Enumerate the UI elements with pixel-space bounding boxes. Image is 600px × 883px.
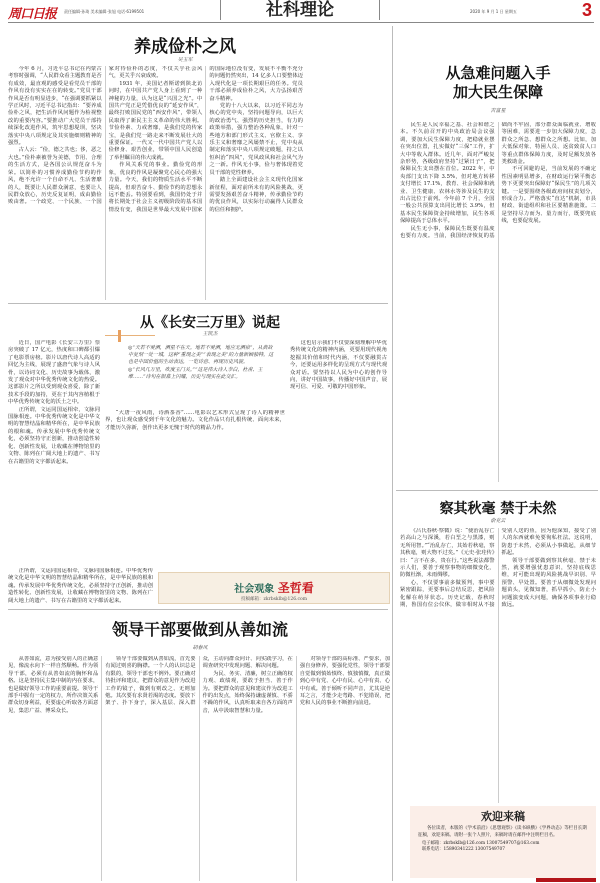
paragraph: 心，不仅要事前多做预判，事中要紧密跟踪，更要事后总结反思，把风险化解在萌芽状态。历史记载，春秋时期，鲁国有位公仪休，做宰相时从不接受别人送的鱼，因为他深知，接受了别人的东西就难免要徇私枉法。这说明，防患于未然，必须从小事做起，从细节抓起。 (400, 528, 596, 609)
section-divider (396, 490, 598, 491)
paragraph: 今年 6 月，习近平总书记在内蒙古考察时强调，“人民群众看主题教育是否有成效，最直观的感受是看党员干部的作风有没有实实在在的转变。”党员干部作风是否有明显进步，“在强调要抓紧以学正风时，习近平总书记指出：“要养成俭朴之风，把生活作风问题作为检视整改的重要内容。”要推动广大党员干部持续深化改进作风，筑牢思想堤坝，坚决落实中央八项规定及其实施细则精神的强烈。 (8, 66, 102, 147)
welcome-text: 各位读者，本版的《学术前沿》《思想观察》《读书纵横》《学界动态》等栏目长期征稿，欢迎来稿。请附一张个人照片，来稿时请在邮件中注明栏目名。 (418, 826, 587, 838)
article2-body-left (8, 340, 100, 565)
banner-email: 投稿邮箱：zkrbsklb@126.com (240, 597, 307, 602)
paragraph: 对领导干部的高标准、严要求，加强自身修养，要强化党性，领导干部要自觉做到慎始慎终、慎独慎微，真正做到心中有党、心中有民、心中有责、心中有戒。善于倾听不同声音，尤其是逆耳之言，才能少走弯路、不犯错误，把党和人民的事业不断推向前进。 (299, 656, 390, 707)
article3-author: 胡春风 (192, 645, 208, 651)
article2-body-middle (105, 410, 285, 565)
section-divider (8, 303, 388, 304)
issue-date: 2020 年 9 月 1 日 星期五 (470, 9, 517, 14)
paragraph: 作风关系党的事业。勤俭党的形象，优良的作风是凝聚党心民心的强大力量。今天，我们的物质生活水平不断提高，但艰苦奋斗、勤俭节约的思想永远不能丢。特别要看到，我国仍处于并将长期处于社会主义初级阶段的基本国情没有变，我国是世界最大发展中国家的国际地位没有变，发展不平衡不充分的问题仍然突出，14 亿多人口要整体迈入现代化是一项长期艰巨的任务。党员干部必须养成俭朴之风，大力弘扬艰苦奋斗精神。 (108, 66, 303, 213)
welcome-email[interactable]: 电子邮箱：zkrbsklb@126.com 13007549707@163.com (422, 841, 540, 846)
page-number: 3 (581, 0, 592, 20)
quote-rule (105, 335, 155, 336)
paragraph: 这也启示我们不仅要深刻理解中华优秀传统文化的精神内涵，更要用现代视角挖掘其价值和时代内涵，不仅要融贯古今，还要运用多样化的呈现方式与现代观众对话。要坚持以人民为中心的创作导向，讲好中国故事，传播好中国声音，展现可信、可爱、可敬的中国形象。 (290, 340, 387, 391)
editor-info: 责任编辑·孙琦 美术编辑·张旭 电话·6199501 (64, 9, 145, 14)
paragraph: 民生是人民幸福之基、社会和谐之本。不久前召开的中央政治局会议强调，要加大民生保障力度，把稳就业摆在突出位置，扎实做好“三保”工作，扩大中等收入群体。近几年，面对严峻复杂形势，各级政府坚持“过紧日子”，把保障民生支出摆在首位。2022 年，中央部门支出下降 3.5%，但对地方转移支付增长 17.1%，教育、社会保障和就业、卫生健康、农林水等涉及民生的支出占比位于前列。今年前 7 个月，全国一般公共预算支出同比增长 3.9%，但基本民生保障资金持续增加，民生各项保障提高于总体水平。 (400, 122, 495, 225)
article3-title: 领导干部要做到从善如流 (111, 620, 288, 639)
article2-author: 王凯杰 (202, 331, 218, 337)
article4-body (400, 122, 596, 482)
article5-title: 察其秋毫 禁于未然 (439, 501, 557, 517)
welcome-phone: 联系电话：15890341222 13007549707 (422, 847, 505, 852)
paragraph: 从善如流，意为接受别人的正确意见，像流水向下一样自然顺畅。作为领导干部，必须有从善如流的胸怀和品格。这是坚持民主集中制的内在要求，也是做好领导工作的重要前提。领导干部手中握有一定的权力，所作决策关系群众切身利益，更要虚心听取各方面意见，集思广益、博采众长。 (8, 656, 99, 714)
paragraph: “大唐一夜风雨，诗酒茶香”……电影以艺术形式呈现了诗人的精神世界，也让观众感受到千年文化的魅力。文化作品只有扎根传统、面向未来，才能历久弥新，创作出更多无愧于时代的精品力作。 (105, 410, 285, 431)
paragraph: 不可回避的是，当前发展的不确定性因素明显增多，在财政运行紧平衡态势下更要突出保障好“保民生”的几项关键。一是要围绕各级政府间权责划分，形成合力。严格落实“直达”机制，市县财政、街道组织和社区要精准施策。二是坚持尽力而为、量力而行，既要兜底线，也要促发展。 (501, 166, 596, 225)
article2-body-right (290, 340, 387, 565)
title-line: 加大民生保障 (452, 83, 543, 101)
article5-body (400, 528, 596, 803)
paragraph: 踏上全面建设社会主义现代化国家新征程，面对前所未有的风险挑战，更需要发扬艰苦奋斗精神，传承勤俭节约的优良作风，以实际行动赢得人民群众的信任和拥护。 (209, 177, 303, 213)
column-banner (158, 572, 390, 604)
article4-author: 吉富星 (490, 108, 506, 114)
quote-marker (118, 330, 121, 342)
paragraph: 1931 年，美国记者斯诺到陕北访问时，在中国共产党人身上看到了一种神秘的力量，认为这是“兴国之光”。中国共产党正是凭借优良的“延安作风”，最终打败国民党的“西安作风”，带领人民取得了新民主主义革命的伟大胜利。节俭朴素、力戒奢靡，是我们党的传家宝，是我们党一路走来不断发展壮大的重要保证。一代又一代中国共产党人以俭修身、艰苦创业，带领中国人民创造了举世瞩目的伟大成就。 (108, 80, 203, 161)
paragraph: 领导干部要做到从善如流，首先要有闻过则喜的胸襟。一个人的认识总是有限的，领导干部也不例外。要正确对待批评和建议，把群众的意见作为改进工作的镜子，做到有则改之、无则加勉。其次要有求贤若渴的态度。要放下架子、扑下身子，深入基层、深入群众，主动向群众问计、向实践学习，在调查研究中发现问题、解决问题。 (105, 656, 293, 707)
paragraph: 《吕氏春秋·察微》说：“使治乱存亡若高山之与深溪，若白垩之与黑漆，则无所用智。”“治乱存亡，其始若秋毫，察其秋毫，则大物不过矣。”《元史·张珪传》曰：“言不在多，贵在行。”这些说法都警示人们，要善于观察事物的细微变化，防微杜渐，未雨绸缪。 (400, 528, 495, 579)
banner-title-b: 圣哲看 (277, 581, 314, 595)
newspaper-logo: 周口日报 (8, 7, 57, 22)
article5-author: 俞克云 (490, 518, 506, 524)
paragraph: 近日，国产电影《长安三万里》票房突破了 17 亿元，热度和口碑都引爆了电影票房榜。影片以唐代诗人高适的回忆为主线，展现了盛唐气象与诗人风骨，以诗词文化、历史故事为载体，激发了观众对中华优秀传统文化的热爱。这部影片之所以受到观众喜爱，除了新技术手段的加持，更在于其内容植根于中华优秀传统文化的沃土之中。 (8, 340, 100, 406)
title-line: 从急难问题入手 (445, 64, 551, 82)
article1-body (8, 66, 303, 300)
paragraph: 民生无小事，保障民生既要有温度也要有力度。当前，我国经济恢复的基础尚不牢固，部分群众面临就业、增收等困难，需要进一步加大保障力度，急群众之所急、想群众之所想。比如，加大低保对象、特困人员、返贫致贫人口等重点群体保障力度，及时足额发放各类救助金。 (400, 122, 596, 240)
article3-body (8, 656, 390, 881)
article1-title: 养成俭朴之风 (134, 37, 236, 57)
quote-text: ◎“长风几万里，吹度玉门关。”“这是伟大诗人李白，杜甫、王维……”诗句在银幕上闪耀，历史与现实在此交汇。 (128, 366, 263, 380)
section-title: 社科理论 (220, 0, 380, 20)
article1-author: 吴玉军 (177, 57, 193, 63)
article2-body-tail (8, 568, 153, 606)
paragraph: 党的十八大以来，以习近平同志为核心的党中央，坚持问题导向，以巨大的政治勇气、强烈的历史担当，有力的政策举措，强力整治各种乱象，针对一些地方和部门形式主义、官僚主义、享乐主义和奢靡之风屡禁不止，党中央从制定和落实中央八项规定破题，持之以恒纠治“四风”，党风政风和社会风气为之一新。作风无小事，俭与奢体现着党员干部的党性修养。 (209, 103, 303, 176)
paragraph: 为民、务实、清廉，树立正确的权力观、政绩观，要敢于担当、善于作为。要把群众的意见和建议作为改进工作的出发点，始终保持谦虚谨慎、不骄不躁的作风，认真听取来自各方面的声音，从中汲取智慧和力量。 (202, 670, 293, 714)
section-divider (8, 609, 388, 610)
banner-title (159, 579, 389, 596)
quote-text: ◎“天若不爱酒，酒星不在天。地若不爱酒，地应无酒泉”，从典故中复刻一处一城，这种“重现之美”“表现之美”的力量新颖独特，这也是中国价值的生动表达，一览诗意、再现历史风貌。 (128, 345, 274, 366)
welcome-title: 欢迎来稿 (481, 810, 525, 823)
banner-title-a: 社会观象 (234, 584, 275, 595)
paragraph: 古人云：“俭，德之共也；侈，恶之大也。”俭朴素被誉为美德，节用、合理的生活方式，是各国公认规范奋斗为荣。以简朴的习惯养成勤俭节约的作风，绝不允许一个自命不凡、生活奢靡的人，既要让人民群众满意，也要让人民群众放心，历史反复证明，成由勤俭败由奢。一个政党、一个民族、一个国家对待俭朴的态度，不仅关乎社会风气，更关乎兴衰成败。 (8, 66, 203, 206)
pull-quote (128, 345, 276, 381)
call-for-submissions-box (410, 806, 596, 878)
decorative-ribbon (536, 878, 596, 882)
paragraph: 领导干部要做到察其秋毫、禁于未然，就要增强忧患意识，坚持底线思维，对可能出现的风险挑战早识别、早预警、早处置。要善于从细微处发现问题苗头，见微知著，抓早抓小，防止小问题演变成大问题，确保各项事业行稳致远。 (501, 557, 596, 609)
article4-title (398, 64, 598, 102)
paragraph: 正所谓，文运同国运相牵，文脉同国脉相连。中华优秀传统文化是中华文明的智慧结晶和精华所在，是中华民族的根和魂。传承发展中华优秀传统文化，必须坚持守正创新，推动创造性转化、创新性发展，让收藏在博物馆里的文物、陈列在广阔大地上的遗产、书写在古籍里的文字都活起来。 (8, 406, 100, 465)
paragraph: 正所谓，文运同国运相牵，文脉同国脉相连。中华优秀传统文化是中华文明的智慧结晶和精华所在，是中华民族的根和魂。传承发展中华优秀传统文化，必须坚持守正创新，推动创造性转化、创新性发展，让收藏在博物馆里的文物、陈列在广阔大地上的遗产、书写在古籍里的文字都活起来。 (8, 568, 153, 604)
article2-title: 从《长安三万里》说起 (140, 315, 280, 331)
header-rule (8, 22, 594, 23)
column-divider (392, 26, 393, 881)
